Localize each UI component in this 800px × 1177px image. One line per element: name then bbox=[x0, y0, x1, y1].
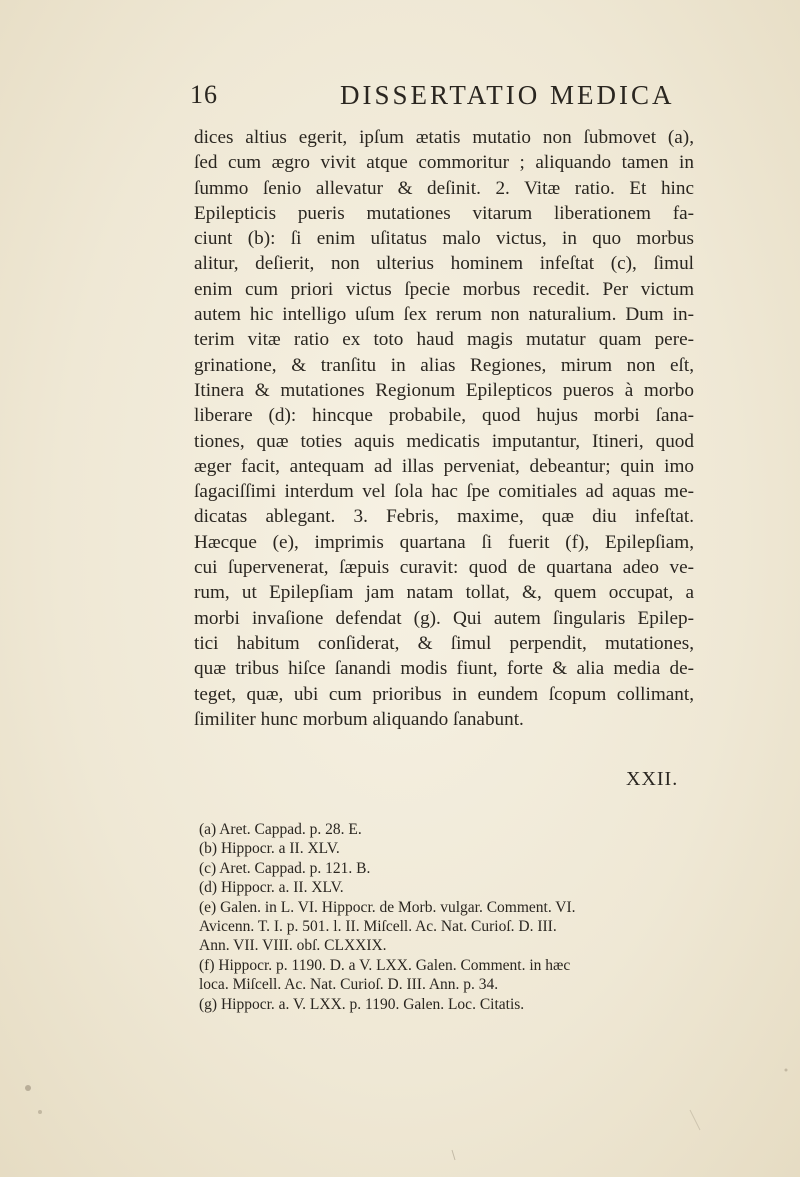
page-number: 16 bbox=[190, 80, 218, 109]
text-line: ſed cum ægro vivit atque commoritur ; aliquando tamen in bbox=[194, 152, 694, 174]
text-line: terim vitæ ratio ex toto haud magis mutatur quam pere- bbox=[194, 329, 694, 351]
text-line: teget, quæ, ubi cum prioribus in eundem ſcopum collimant, bbox=[194, 683, 694, 705]
text-line: Epilepticis pueris mutationes vitarum liberationem fa- bbox=[194, 202, 694, 224]
footnote: (g) Hippocr. a. V. LXX. p. 1190. Galen. Loc. Citatis. bbox=[199, 995, 525, 1013]
footnotes bbox=[199, 820, 699, 1014]
footnote-continuation: loca. Miſcell. Ac. Nat. Curioſ. D. III. Ann. p. 34. bbox=[199, 976, 499, 994]
running-head: DISSERTATIO MEDICA bbox=[340, 80, 675, 110]
text-line: Hæcque (e), imprimis quartana ſi fuerit (f), Epilepſiam, bbox=[194, 531, 694, 553]
text-line: liberare (d): hincque probabile, quod hujus morbi ſana- bbox=[194, 405, 694, 427]
text-line: ſimiliter hunc morbum aliquando ſanabunt. bbox=[194, 708, 524, 730]
text-line: grinatione, & tranſitu in alias Regiones, mirum non eſt, bbox=[194, 354, 694, 376]
catchword: XXII. bbox=[626, 768, 679, 790]
text-line: dicatas ablegant. 3. Febris, maxime, quæ diu infeſtat. bbox=[194, 506, 694, 528]
footnote: (a) Aret. Cappad. p. 28. E. bbox=[199, 821, 362, 838]
footnote: (b) Hippocr. a II. XLV. bbox=[199, 840, 340, 858]
text-line: tiones, quæ toties aquis medicatis imputantur, Itineri, quod bbox=[194, 430, 694, 452]
text-line: autem hic intelligo uſum ſex rerum non naturalium. Dum in- bbox=[194, 304, 694, 326]
body-text bbox=[194, 125, 694, 732]
text-line: dices altius egerit, ipſum ætatis mutatio non ſubmovet (a), bbox=[194, 127, 694, 148]
footnote-continuation: Avicenn. T. I. p. 501. l. II. Miſcell. Ac. Nat. Curioſ. D. III. bbox=[199, 917, 557, 935]
text-line: rum, ut Epilepſiam jam natam tollat, &, quem occupat, a bbox=[194, 582, 694, 604]
text-line: ciunt (b): ſi enim uſitatus malo victus, in quo morbus bbox=[194, 228, 694, 250]
text-line: quæ tribus hiſce ſanandi modis fiunt, forte & alia media de- bbox=[194, 658, 694, 680]
text-line: morbi invaſione defendat (g). Qui autem ſingularis Epilep- bbox=[194, 607, 694, 629]
text-line: alitur, deſierit, non ulterius hominem infeſtat (c), ſimul bbox=[194, 253, 694, 275]
page-header bbox=[190, 80, 690, 116]
footnote: (d) Hippocr. a. II. XLV. bbox=[199, 879, 344, 897]
text-line: ſagaciſſimi interdum vel ſola hac ſpe comitiales ad aquas me- bbox=[194, 481, 694, 503]
text-line: Itinera & mutationes Regionum Epilepticos pueros à morbo bbox=[194, 379, 694, 401]
text-line: tici habitum conſiderat, & ſimul perpendit, mutationes, bbox=[194, 632, 694, 654]
text-line: cui ſupervenerat, ſæpuis curavit: quod de quartana adeo ve- bbox=[194, 557, 694, 579]
footnote: (e) Galen. in L. VI. Hippocr. de Morb. vulgar. Comment. VI. bbox=[199, 898, 576, 916]
text-line: ſummo ſenio allevatur & deſinit. 2. Vitæ ratio. Et hinc bbox=[194, 177, 694, 199]
footnote: (f) Hippocr. p. 1190. D. a V. LXX. Galen. Comment. in hæc bbox=[199, 956, 571, 974]
text-line: æger facit, antequam ad illas perveniat, debeantur; quin imo bbox=[194, 455, 694, 477]
text-line: enim cum priori victus ſpecie morbus recedit. Per victum bbox=[194, 278, 694, 300]
footnote-continuation: Ann. VII. VIII. obſ. CLXXIX. bbox=[199, 937, 387, 955]
footnote: (c) Aret. Cappad. p. 121. B. bbox=[199, 859, 371, 877]
